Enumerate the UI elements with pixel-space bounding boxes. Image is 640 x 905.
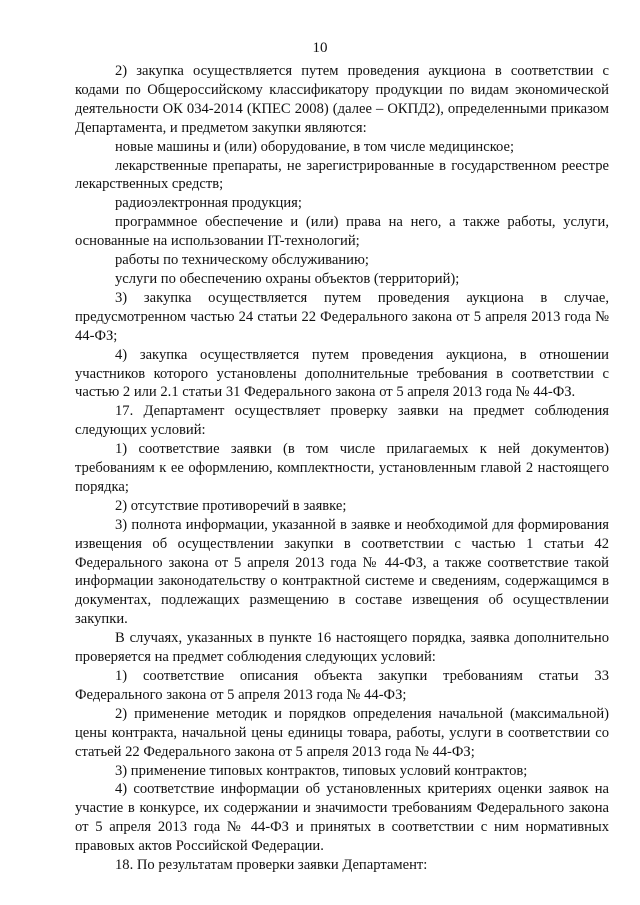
paragraph-18-results: 18. По результатам проверки заявки Департамент: [115,857,428,874]
paragraph-2-auction-okpd2: 2) закупка осуществляется путем проведения аукциона в соответствии с кодами по Общероссийскому классификатору продукции по видам экономической деятельности ОК 034-2014 (КПЕС 2008) (далее – ОКПД2), определенными приказом Департамента, и предметом закупки являются: [75,63,609,136]
paragraph-new-machines: новые машины и (или) оборудование, в том числе медицинское; [115,138,515,155]
paragraph-3-auction-part24: 3) закупка осуществляется путем проведения аукциона в случае, предусмотренном частью 24 статьи 22 Федерального закона от 5 апреля 2013 года № 44-ФЗ; [75,289,609,344]
paragraph-17-1-conformity: 1) соответствие заявки (в том числе прилагаемых к ней документов) требованиям к ее оформлению, комплектности, установленным главой 2 настоящего порядка; [75,441,609,495]
paragraph-unregistered-drugs: лекарственные препараты, не зарегистрированные в государственном реестре лекарственных средств; [75,157,609,193]
paragraph-security-services: услуги по обеспечению охраны объектов (территорий); [115,270,460,287]
paragraph-cases-4-evaluation-criteria: 4) соответствие информации об установленных критериях оценки заявок на участие в конкурсе, их содержании и значимости требованиям Федерального закона от 5 апреля 2013 года № 44-ФЗ и принятых в соответствии с ним нормативных правовых актов Российской Федерации. [75,781,609,855]
paragraph-17-3-completeness: 3) полнота информации, указанной в заявке и необходимой для формирования извещения об осуществлении закупки в соответствии с частью 1 статьи 42 Федерального закона от 5 апреля 2013 года № 44-ФЗ, а также соответствие такой информации законодательству о контрактной системе и сведениям, содержащимся в документах, подлежащих размещению в составе извещения об осуществлении закупки. [75,516,609,628]
paragraph-cases-1-description: 1) соответствие описания объекта закупки требованиям статьи 33 Федерального закона от 5 апреля 2013 года № 44-ФЗ; [75,668,609,703]
paragraph-cases-2-price-methods: 2) применение методик и порядков определения начальной (максимальной) цены контракта, начальной цены единицы товара, работы, услуги в соответствии со статьей 22 Федерального закона от 5 апреля 2013 года № 44-ФЗ; [75,705,609,760]
paragraph-4-auction-extra-requirements: 4) закупка осуществляется путем проведения аукциона, в отношении участников которого установлены дополнительные требования в соответствии с частью 2 или 2.1 статьи 31 Федерального закона от 5 апреля 2013 года № 44-ФЗ. [75,346,609,401]
document-body [75,62,609,875]
paragraph-17-verification: 17. Департамент осуществляет проверку заявки на предмет соблюдения следующих условий: [75,403,609,439]
paragraph-cases-3-standard-contracts: 3) применение типовых контрактов, типовых условий контрактов; [115,762,528,779]
paragraph-17-2-no-contradictions: 2) отсутствие противоречий в заявке; [115,497,347,514]
page-number: 10 [312,40,328,56]
paragraph-software: программное обеспечение и (или) права на него, а также работы, услуги, основанные на использовании IT-технологий; [75,214,609,250]
paragraph-radioelectronics: радиоэлектронная продукция; [115,195,302,212]
paragraph-cases-point-16: В случаях, указанных в пункте 16 настоящего порядка, заявка дополнительно проверяется на предмет соблюдения следующих условий: [75,630,609,666]
paragraph-maintenance: работы по техническому обслуживанию; [115,252,369,269]
